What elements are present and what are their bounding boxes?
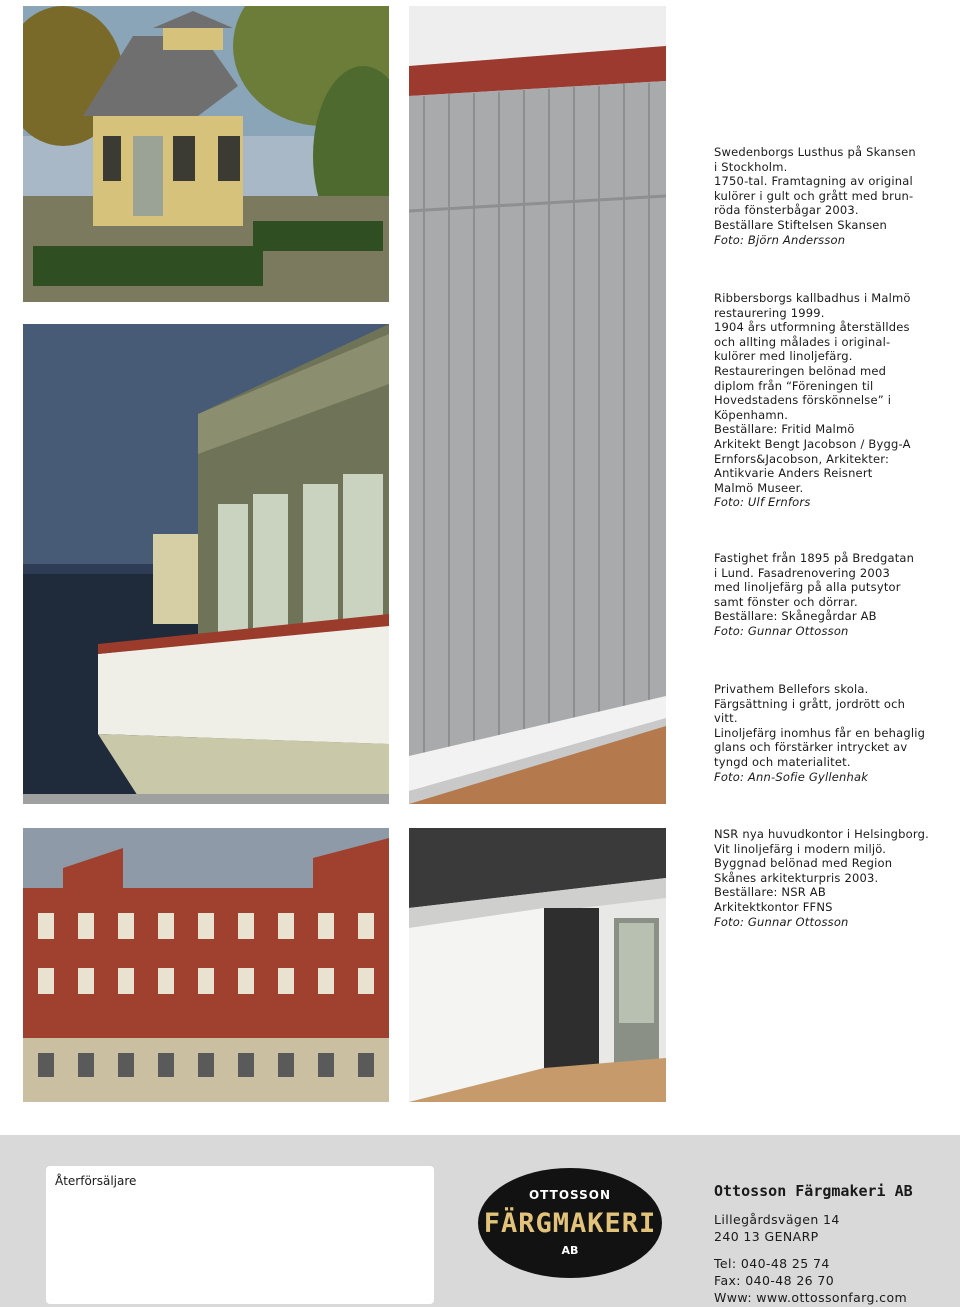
caption-line: Restaureringen belönad med (714, 363, 887, 378)
caption-line: Antikvarie Anders Reisnert (714, 466, 873, 481)
caption-line: diplom från “Föreningen til (714, 378, 874, 393)
caption-line: 1904 års utformning återställdes (714, 320, 910, 335)
photo-interior-cabinets (409, 6, 666, 804)
photo-ribbersborgs-kallbadhus (23, 324, 389, 804)
caption-bellefors (714, 682, 950, 784)
caption-line: Skånes arkitekturpris 2003. (714, 870, 879, 885)
caption-nsr (714, 827, 950, 929)
caption-line: Arkitektkontor FFNS (714, 899, 833, 914)
logo-top-text: OTTOSSON (528, 1188, 612, 1202)
caption-line: kulörer i gult och grått med brun- (714, 188, 914, 203)
caption-line: Fastighet från 1895 på Bredgatan (714, 551, 915, 565)
caption-line: Ernfors&Jacobson, Arkitekter: (714, 451, 890, 466)
photo-credit: Foto: Gunnar Ottosson (714, 914, 849, 929)
photo-swedenborgs-lusthus (23, 6, 389, 302)
caption-swedenborgs (714, 145, 950, 247)
caption-line: kulörer med linoljefärg. (714, 349, 853, 364)
company-name: Ottosson Färgmakeri AB (714, 1182, 913, 1200)
address-postal: 240 13 GENARP (714, 1229, 819, 1244)
caption-line: Swedenborgs Lusthus på Skansen (714, 145, 916, 159)
caption-line: och allting målades i original- (714, 334, 891, 349)
caption-line: tyngd och materialitet. (714, 754, 851, 769)
dealer-box (46, 1166, 434, 1304)
caption-line: med linoljefärg på alla putsytor (714, 580, 901, 595)
caption-line: röda fönsterbågar 2003. (714, 203, 859, 218)
caption-line: Beställare: Skånegårdar AB (714, 609, 877, 624)
caption-line: Byggnad belönad med Region (714, 856, 893, 871)
address-street: Lillegårdsvägen 14 (714, 1212, 840, 1227)
caption-line: Vit linoljefärg i modern miljö. (714, 841, 887, 856)
caption-line: NSR nya huvudkontor i Helsingborg. (714, 827, 929, 841)
caption-line: restaurering 1999. (714, 305, 825, 320)
caption-line: Färgsättning i grått, jordrött och (714, 696, 906, 711)
caption-line: Ribbersborgs kallbadhus i Malmö (714, 291, 911, 305)
caption-ribbersborgs (714, 291, 950, 510)
caption-line: Linoljefärg inomhus får en behaglig (714, 725, 926, 740)
caption-line: Arkitekt Bengt Jacobson / Bygg-A (714, 436, 911, 451)
caption-line: Beställare Stiftelsen Skansen (714, 217, 888, 232)
caption-line: i Lund. Fasadrenovering 2003 (714, 565, 890, 580)
photo-bredgatan-facade (23, 828, 389, 1102)
photo-credit: Foto: Ulf Ernfors (714, 495, 811, 510)
caption-line: Beställare: NSR AB (714, 885, 826, 900)
caption-line: glans och förstärker intrycket av (714, 740, 908, 755)
ottosson-logo (476, 1166, 664, 1280)
photo-credit: Foto: Gunnar Ottosson (714, 623, 849, 638)
caption-line: i Stockholm. (714, 159, 788, 174)
dealer-label: Återförsäljare (55, 1174, 137, 1188)
caption-line: Privathem Bellefors skola. (714, 682, 869, 696)
logo-bottom-text: AB (561, 1244, 579, 1257)
photo-credit: Foto: Ann-Sofie Gyllenhak (714, 769, 869, 784)
caption-line: Hovedstadens förskönnelse” i (714, 393, 892, 408)
contact-www: Www: www.ottossonfarg.com (714, 1290, 908, 1305)
caption-bredgatan (714, 551, 950, 639)
caption-line: Köpenhamn. (714, 407, 789, 422)
caption-line: Beställare: Fritid Malmö (714, 422, 855, 437)
photo-credit: Foto: Björn Andersson (714, 232, 846, 247)
caption-line: Malmö Museer. (714, 480, 804, 495)
contact-fax: Fax: 040-48 26 70 (714, 1273, 835, 1288)
contact-tel: Tel: 040-48 25 74 (714, 1256, 830, 1271)
logo-main-text: FÄRGMAKERI (483, 1208, 657, 1239)
photo-nsr-office (409, 828, 666, 1102)
caption-line: 1750-tal. Framtagning av original (714, 174, 913, 189)
caption-line: samt fönster och dörrar. (714, 594, 858, 609)
caption-line: vitt. (714, 711, 738, 726)
